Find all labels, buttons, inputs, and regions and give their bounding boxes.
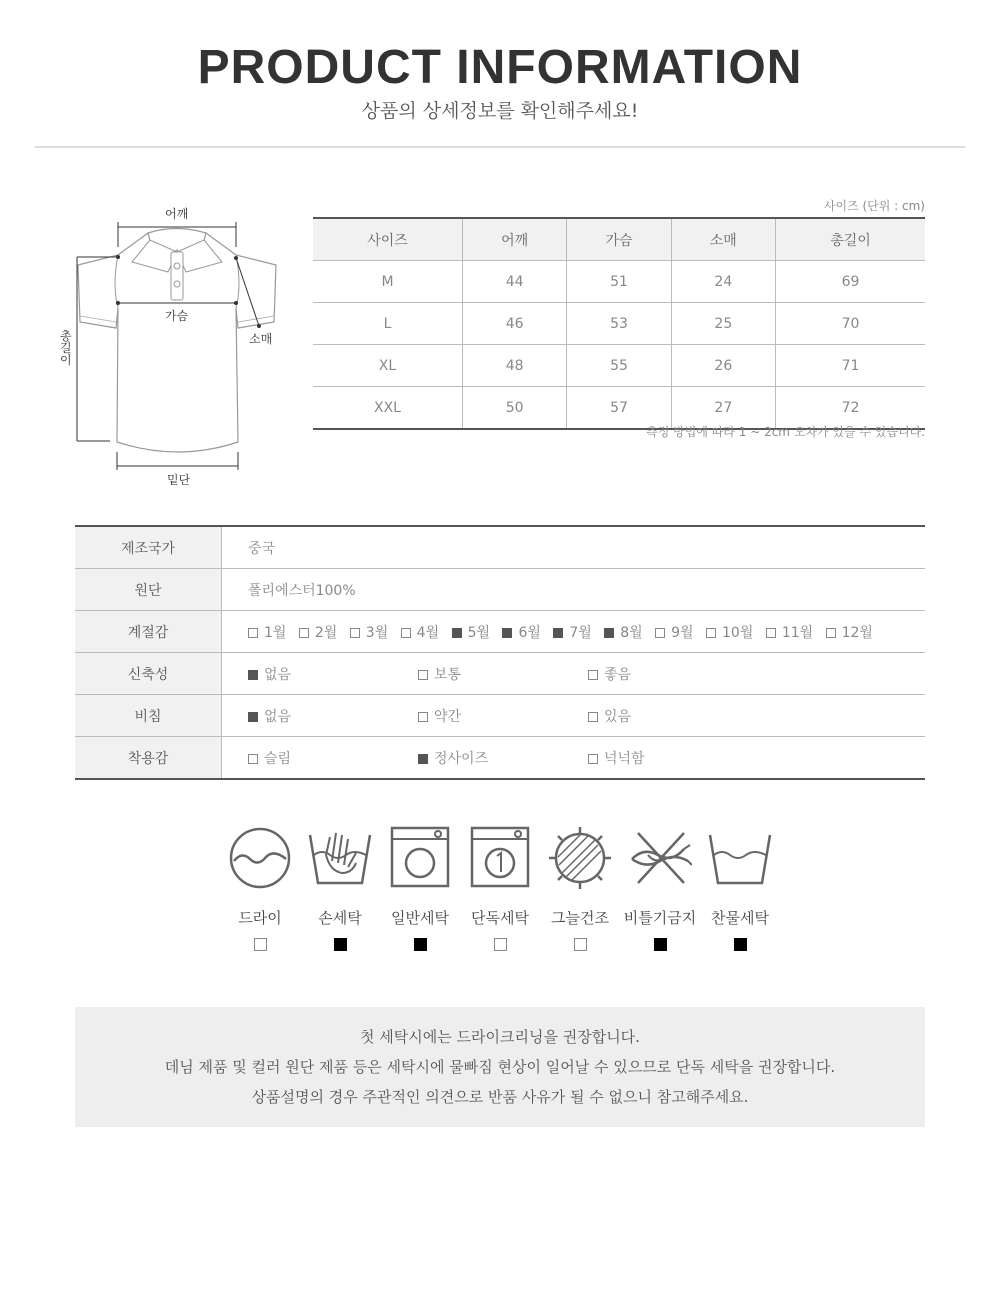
notice-line: 상품설명의 경우 주관적인 의견으로 반품 사유가 될 수 없으니 참고해주세요. (251, 1088, 749, 1106)
info-row-season (75, 611, 925, 653)
care-checkbox (574, 938, 587, 951)
shade-dry-icon (548, 825, 612, 889)
option-label: 5월 (467, 624, 490, 641)
table-cell: 27 (671, 387, 775, 430)
checkbox (418, 754, 428, 764)
care-label: 일반세탁 (391, 909, 449, 927)
notice-line: 데님 제품 및 컬러 원단 제품 등은 세탁시에 물빠짐 현상이 일어날 수 있으므로 단독 세탁을 권장합니다. (164, 1058, 836, 1076)
table-cell: 53 (567, 303, 671, 345)
sheer-options (222, 695, 926, 737)
notice-line: 첫 세탁시에는 드라이크리닝을 권장합니다. (360, 1028, 640, 1046)
checkbox (553, 628, 563, 638)
product-info-table (75, 525, 925, 780)
checkbox (502, 628, 512, 638)
table-cell: 51 (567, 261, 671, 303)
checkbox (588, 754, 598, 764)
table-cell: 55 (567, 345, 671, 387)
table-cell: 46 (463, 303, 567, 345)
cold-wash-icon (708, 825, 772, 889)
checkbox (706, 628, 716, 638)
table-cell: XXL (374, 399, 401, 416)
info-row-stretch (75, 653, 925, 695)
size-header-cell: 총길이 (775, 218, 925, 261)
option-label: 없음 (264, 666, 292, 683)
option-label: 3월 (365, 624, 389, 641)
diagram-label-length: 총길이 (60, 329, 72, 367)
sheer-option (588, 706, 758, 726)
no-wring-icon (628, 825, 692, 889)
size-table (313, 217, 925, 430)
stretch-option (418, 664, 588, 684)
info-row-sheer (75, 695, 925, 737)
season-option (766, 622, 813, 642)
checkbox (401, 628, 411, 638)
page-subtitle: 상품의 상세정보를 확인해주세요! (361, 100, 639, 122)
option-label: 없음 (264, 708, 292, 725)
checkbox (248, 670, 258, 680)
table-row (313, 303, 925, 345)
hand-wash-icon (308, 825, 372, 889)
season-option (604, 622, 642, 642)
fit-option (588, 748, 758, 768)
checkbox (248, 712, 258, 722)
stretch-option (248, 664, 418, 684)
measurement-error-note: 측정 방법에 따라 1 ~ 2cm 오차가 있을 수 있습니다. (646, 425, 925, 439)
season-option (248, 622, 286, 642)
info-label: 착용감 (75, 737, 222, 780)
fit-option (248, 748, 418, 768)
size-header-cell: 어깨 (463, 218, 567, 261)
care-checkbox (254, 938, 267, 951)
info-label: 원단 (75, 569, 222, 611)
checkbox (588, 670, 598, 680)
care-item-separate-wash (460, 825, 540, 951)
info-value-country: 중국 (222, 526, 926, 569)
care-checkbox (414, 938, 427, 951)
care-checkbox (654, 938, 667, 951)
checkbox (299, 628, 309, 638)
season-option (350, 622, 388, 642)
checkbox (588, 712, 598, 722)
checkbox (248, 628, 258, 638)
season-option (452, 622, 490, 642)
season-option (502, 622, 540, 642)
option-label: 약간 (434, 708, 462, 725)
info-label: 비침 (75, 695, 222, 737)
table-row (313, 261, 925, 303)
info-row-fabric (75, 569, 925, 611)
info-label: 신축성 (75, 653, 222, 695)
season-options (222, 611, 926, 653)
table-cell: 24 (671, 261, 775, 303)
care-item-no-wring (620, 825, 700, 951)
option-label: 슬림 (264, 750, 292, 767)
measurement-diagram (50, 200, 290, 490)
option-label: 6월 (518, 624, 541, 641)
option-label: 9월 (671, 624, 694, 641)
table-cell: M (313, 261, 463, 303)
table-row (313, 345, 925, 387)
diagram-label-shoulder: 어깨 (165, 207, 189, 221)
option-label: 4월 (416, 624, 440, 641)
table-cell: 26 (671, 345, 775, 387)
care-checkbox (334, 938, 347, 951)
info-row-fit (75, 737, 925, 780)
table-cell: 44 (463, 261, 567, 303)
care-label: 단독세탁 (471, 909, 529, 927)
care-checkbox (494, 938, 507, 951)
header-divider (35, 146, 965, 148)
care-label: 비틀기금지 (623, 909, 697, 927)
size-table-header (313, 218, 925, 261)
care-item-dry (220, 825, 300, 951)
care-label: 찬물세탁 (711, 909, 769, 927)
dry-clean-icon (228, 825, 292, 889)
option-label: 10월 (722, 624, 754, 641)
season-option (655, 622, 693, 642)
table-cell: 69 (775, 261, 925, 303)
season-option (706, 622, 753, 642)
care-item-hand-wash (300, 825, 380, 951)
info-value-fabric: 폴리에스터100% (222, 569, 926, 611)
info-label: 제조국가 (75, 526, 222, 569)
option-label: 좋음 (604, 666, 632, 683)
checkbox (418, 670, 428, 680)
table-cell: 50 (463, 387, 567, 430)
care-instructions (220, 825, 780, 955)
size-header-cell: 가슴 (567, 218, 671, 261)
machine-wash-icon (388, 825, 452, 889)
checkbox (418, 712, 428, 722)
table-cell: 71 (775, 345, 925, 387)
separate-wash-icon (468, 825, 532, 889)
checkbox (248, 754, 258, 764)
option-label: 보통 (434, 666, 462, 683)
size-unit-note: 사이즈 (단위 : cm) (823, 199, 925, 213)
table-cell: XL (313, 345, 463, 387)
fit-option (418, 748, 588, 768)
season-option (299, 622, 337, 642)
info-row-country (75, 526, 925, 569)
option-label: 8월 (620, 624, 643, 641)
sheer-option (418, 706, 588, 726)
checkbox (604, 628, 614, 638)
sheer-option (248, 706, 418, 726)
table-cell: 72 (775, 387, 925, 430)
care-label: 드라이 (238, 909, 282, 927)
checkbox (452, 628, 462, 638)
checkbox (350, 628, 360, 638)
stretch-option (588, 664, 758, 684)
season-option (553, 622, 591, 642)
stretch-options (222, 653, 926, 695)
option-label: 넉넉함 (604, 750, 645, 767)
info-label: 계절감 (75, 611, 222, 653)
care-checkbox (734, 938, 747, 951)
season-option (826, 622, 873, 642)
option-label: 있음 (604, 708, 632, 725)
care-notice (75, 1007, 925, 1127)
season-option (401, 622, 439, 642)
size-header-cell: 소매 (671, 218, 775, 261)
option-label: 11월 (781, 624, 814, 641)
fit-options (222, 737, 926, 780)
care-label: 손세탁 (318, 909, 362, 927)
checkbox (826, 628, 836, 638)
table-cell: 70 (775, 303, 925, 345)
option-label: 2월 (314, 624, 338, 641)
care-item-cold-wash (700, 825, 780, 951)
size-header-cell: 사이즈 (313, 218, 463, 261)
table-cell: 25 (671, 303, 775, 345)
page-title: PRODUCT INFORMATION (197, 41, 803, 94)
table-cell: 57 (567, 387, 671, 430)
option-label: 7월 (569, 624, 592, 641)
diagram-label-chest: 가슴 (165, 309, 189, 323)
care-label: 그늘건조 (551, 909, 609, 927)
care-item-shade-dry (540, 825, 620, 951)
diagram-label-hem: 밑단 (167, 473, 191, 487)
table-cell: L (313, 303, 463, 345)
diagram-label-sleeve: 소매 (249, 332, 273, 346)
option-label: 정사이즈 (434, 750, 489, 767)
checkbox (655, 628, 665, 638)
option-label: 12월 (841, 624, 873, 641)
checkbox (766, 628, 776, 638)
care-item-machine-wash (380, 825, 460, 951)
option-label: 1월 (264, 624, 287, 641)
table-cell: 48 (463, 345, 567, 387)
